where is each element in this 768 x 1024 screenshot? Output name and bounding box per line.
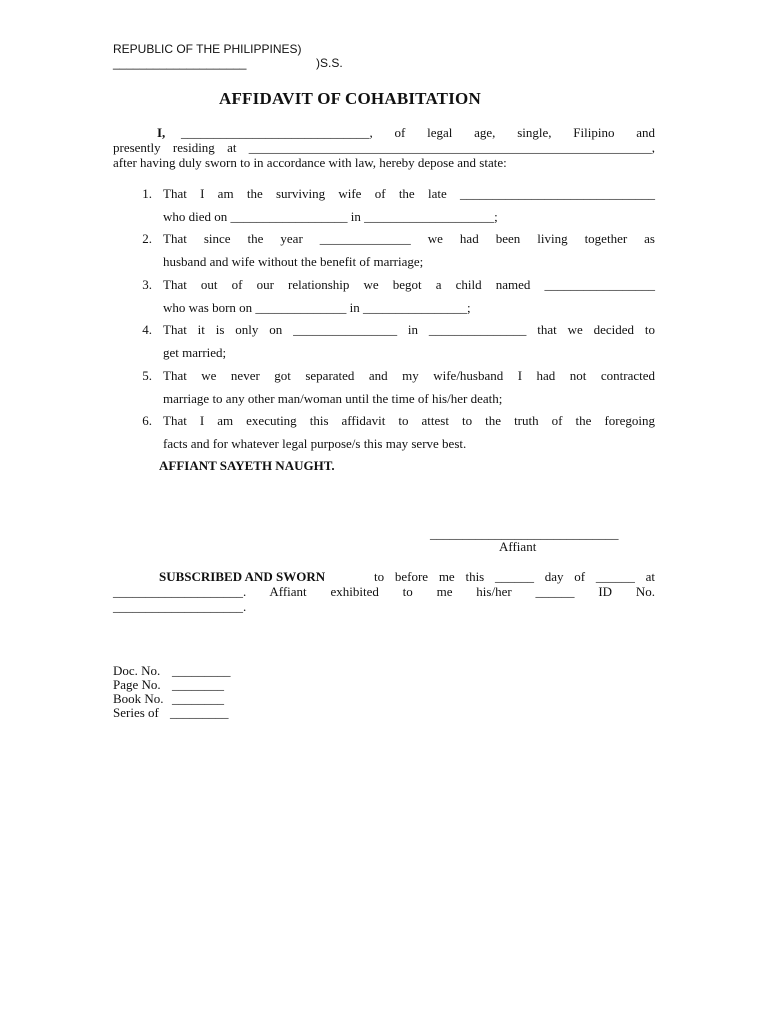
jurat-line-1: to before me this ______ day of ______ at (374, 569, 655, 584)
item-6-line-2: facts and for whatever legal purpose/s this may serve best. (163, 436, 467, 451)
book-no-blank: ________ (172, 691, 224, 706)
document-title: AFFIDAVIT OF COHABITATION (219, 89, 481, 108)
item-3-line-1: That out of our relationship we begot a child named _________________ (163, 277, 655, 292)
item-number: 4. (142, 322, 152, 337)
page-no-label: Page No. (113, 677, 161, 692)
item-number: 6. (142, 413, 152, 428)
series-of-label: Series of (113, 705, 159, 720)
jurat-line-2: ____________________. Affiant exhibited to me his/her ______ ID No. (113, 584, 655, 599)
intro-line-2: presently residing at ______________________________________________________________, (113, 140, 655, 155)
jurat-line-3: ____________________. (113, 599, 247, 614)
item-1-line-2: who died on __________________ in ____________________; (163, 209, 498, 224)
item-5-line-2: marriage to any other man/woman until the time of his/her death; (163, 391, 503, 406)
item-6-line-1: That I am executing this affidavit to attest to the truth of the foregoing (163, 413, 655, 428)
republic-line: REPUBLIC OF THE PHILIPPINES) (113, 42, 302, 56)
affiant-sayeth-naught: AFFIANT SAYETH NAUGHT. (159, 458, 335, 473)
intro-line-1: _____________________________, of legal age, single, Filipino and (181, 125, 655, 140)
intro-line-3: after having duly sworn to in accordance with law, hereby depose and state: (113, 155, 507, 170)
item-2-line-1: That since the year ______________ we had been living together as (163, 231, 655, 246)
doc-no-label: Doc. No. (113, 663, 161, 678)
item-number: 2. (142, 231, 152, 246)
item-5-line-1: That we never got separated and my wife/husband I had not contracted (163, 368, 655, 383)
venue-blank: ____________________ (113, 56, 247, 70)
item-4-line-2: get married; (163, 345, 227, 360)
item-number: 3. (142, 277, 152, 292)
item-3-line-2: who was born on ______________ in ________________; (163, 300, 471, 315)
page-no-blank: ________ (172, 677, 224, 692)
intro-i: I, (157, 125, 166, 140)
item-number: 1. (142, 186, 152, 201)
item-2-line-2: husband and wife without the benefit of marriage; (163, 254, 424, 269)
jurat-bold-lead: SUBSCRIBED AND SWORN (159, 569, 326, 584)
item-number: 5. (142, 368, 152, 383)
doc-no-blank: _________ (172, 663, 231, 678)
signature-line: _____________________________ (430, 526, 619, 541)
ss-label: )S.S. (316, 56, 343, 70)
book-no-label: Book No. (113, 691, 164, 706)
item-1-line-1: That I am the surviving wife of the late ______________________________ (163, 186, 655, 201)
signature-label: Affiant (499, 539, 537, 554)
series-of-blank: _________ (170, 705, 229, 720)
item-4-line-1: That it is only on ________________ in _______________ that we decided to (163, 322, 655, 337)
